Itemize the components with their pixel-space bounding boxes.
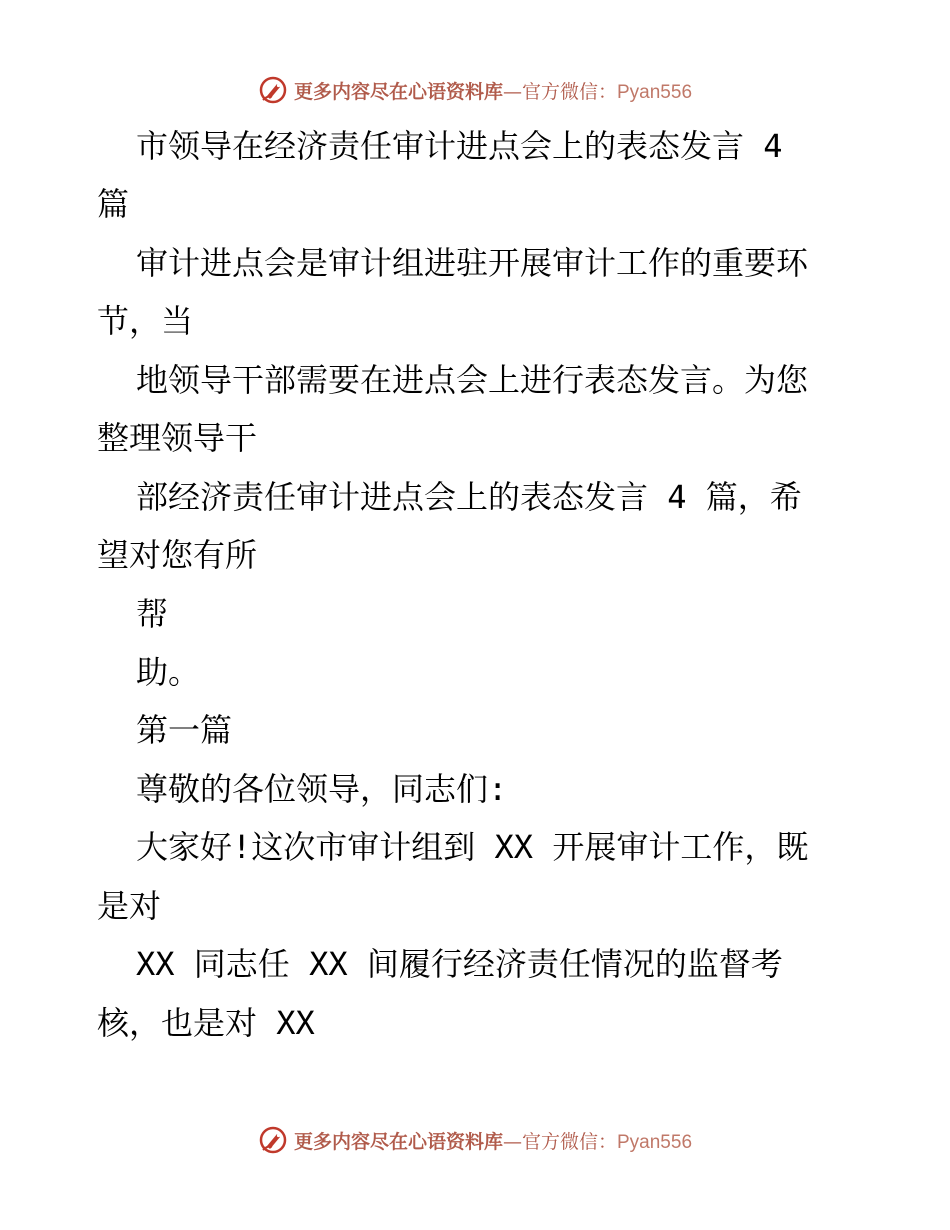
title-line-1: 市领导在经济责任审计进点会上的表态发言 4 [136, 127, 783, 165]
paragraph-line: 审计进点会是审计组进驻开展审计工作的重要环 [136, 244, 809, 282]
header-account: Pyan556 [617, 81, 693, 103]
salutation-line: 尊敬的各位领导，同志们: [136, 770, 508, 808]
paragraph-line: 是对 [97, 887, 162, 925]
section-heading: 第一篇 [136, 711, 233, 749]
paragraph-line: 助。 [136, 653, 201, 691]
footer-wechat-label: 官方微信： [521, 1130, 617, 1153]
paragraph-line: 帮 [136, 595, 169, 633]
paragraph-line: 节，当 [97, 302, 194, 340]
paragraph-line: XX 同志任 XX 间履行经济责任情况的监督考 [136, 945, 783, 983]
footer-banner-text [294, 1127, 692, 1154]
title-line-2: 篇 [97, 185, 130, 223]
footer-banner [0, 1120, 950, 1160]
paragraph-line: 整理领导干 [97, 419, 258, 457]
footer-account: Pyan556 [617, 1131, 693, 1153]
paragraph-line: 大家好!这次市审计组到 XX 开展审计工作，既 [136, 828, 809, 866]
header-separator: — [502, 80, 522, 103]
header-wechat-label: 官方微信： [521, 80, 617, 103]
header-brand: 更多内容尽在心语资料库 [293, 80, 503, 103]
paragraph-line: 望对您有所 [97, 536, 258, 574]
paragraph-line: 地领导干部需要在进点会上进行表态发言。为您 [136, 361, 809, 399]
footer-brand: 更多内容尽在心语资料库 [293, 1130, 503, 1153]
footer-separator: — [502, 1130, 522, 1153]
paragraph-line: 核，也是对 XX [97, 1004, 315, 1042]
paragraph-line: 部经济责任审计进点会上的表态发言 4 篇，希 [136, 478, 802, 516]
pen-nib-circle-icon [258, 1125, 288, 1155]
